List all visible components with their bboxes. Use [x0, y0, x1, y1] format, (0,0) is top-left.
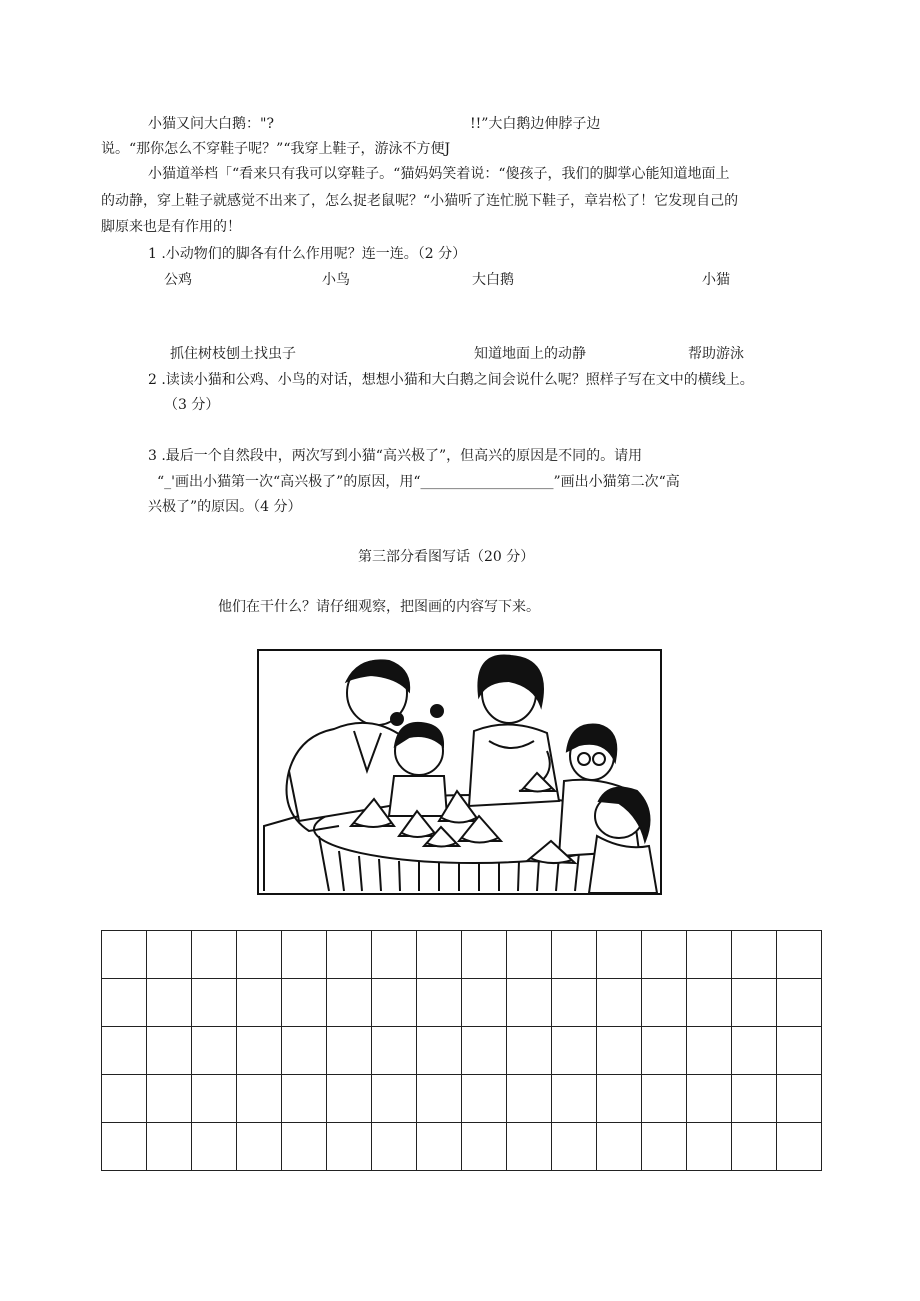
- writing-cell[interactable]: [462, 1123, 507, 1171]
- writing-cell[interactable]: [372, 1027, 417, 1075]
- writing-cell[interactable]: [102, 1123, 147, 1171]
- writing-cell[interactable]: [687, 979, 732, 1027]
- writing-cell[interactable]: [192, 1075, 237, 1123]
- writing-cell[interactable]: [237, 979, 282, 1027]
- question-3-line-1: 3 .最后一个自然段中，两次写到小猫“高兴极了”，但高兴的原因是不同的。请用: [148, 448, 643, 464]
- animal-rooster[interactable]: 公鸡: [164, 272, 192, 288]
- writing-cell[interactable]: [417, 1075, 462, 1123]
- writing-cell[interactable]: [417, 979, 462, 1027]
- writing-cell[interactable]: [282, 1027, 327, 1075]
- writing-cell[interactable]: [102, 1027, 147, 1075]
- writing-cell[interactable]: [507, 1027, 552, 1075]
- writing-cell[interactable]: [642, 1027, 687, 1075]
- writing-cell[interactable]: [327, 979, 372, 1027]
- writing-cell[interactable]: [327, 931, 372, 979]
- writing-cell[interactable]: [597, 1075, 642, 1123]
- writing-cell[interactable]: [642, 1123, 687, 1171]
- writing-cell[interactable]: [237, 1075, 282, 1123]
- writing-cell[interactable]: [372, 931, 417, 979]
- writing-cell[interactable]: [192, 979, 237, 1027]
- writing-cell[interactable]: [462, 979, 507, 1027]
- writing-cell[interactable]: [462, 1075, 507, 1123]
- writing-cell[interactable]: [552, 979, 597, 1027]
- part-3-title: 第三部分看图写话（20 分）: [358, 549, 535, 565]
- writing-cell[interactable]: [417, 1123, 462, 1171]
- writing-cell[interactable]: [777, 1027, 822, 1075]
- writing-cell[interactable]: [147, 1027, 192, 1075]
- story-line-1b: !!”大白鹅边伸脖子边: [470, 116, 601, 132]
- writing-cell[interactable]: [732, 1075, 777, 1123]
- writing-cell[interactable]: [552, 1075, 597, 1123]
- animal-cat[interactable]: 小猫: [702, 272, 730, 288]
- writing-cell[interactable]: [642, 1075, 687, 1123]
- writing-cell[interactable]: [282, 1123, 327, 1171]
- question-2-line-1: 2 .读读小猫和公鸡、小鸟的对话，想想小猫和大白鹅之间会说什么呢？照样子写在文中的横线上。: [148, 372, 754, 388]
- writing-cell[interactable]: [507, 1123, 552, 1171]
- writing-cell[interactable]: [507, 931, 552, 979]
- use-grab-branch[interactable]: 抓住树枝刨土找虫子: [170, 346, 296, 362]
- use-sense-ground[interactable]: 知道地面上的动静: [474, 346, 586, 362]
- question-3-line-3: 兴极了”的原因。（4 分）: [148, 499, 302, 515]
- writing-grid[interactable]: [101, 930, 822, 1171]
- writing-cell[interactable]: [552, 1027, 597, 1075]
- writing-cell[interactable]: [642, 979, 687, 1027]
- family-watermelon-picture: [257, 649, 662, 895]
- writing-cell[interactable]: [507, 1075, 552, 1123]
- writing-cell[interactable]: [282, 931, 327, 979]
- story-line-1a: 小猫又问大白鹅："?: [148, 116, 274, 132]
- story-line-3: 小猫道举档「“看来只有我可以穿鞋子。“猫妈妈笑着说：“傻孩子，我们的脚掌心能知道地面上: [148, 166, 730, 182]
- writing-cell[interactable]: [102, 1075, 147, 1123]
- writing-cell[interactable]: [777, 1123, 822, 1171]
- story-line-4: 的动静，穿上鞋子就感觉不出来了，怎么捉老鼠呢？“小猫听了连忙脱下鞋子，章岩松了！它发现自己的: [101, 193, 739, 209]
- writing-cell[interactable]: [597, 931, 642, 979]
- writing-cell[interactable]: [777, 1075, 822, 1123]
- writing-cell[interactable]: [192, 1123, 237, 1171]
- writing-cell[interactable]: [147, 1123, 192, 1171]
- writing-cell[interactable]: [372, 1123, 417, 1171]
- writing-cell[interactable]: [687, 1027, 732, 1075]
- writing-cell[interactable]: [282, 1075, 327, 1123]
- writing-cell[interactable]: [597, 1123, 642, 1171]
- writing-cell[interactable]: [237, 1027, 282, 1075]
- writing-cell[interactable]: [507, 979, 552, 1027]
- writing-cell[interactable]: [732, 979, 777, 1027]
- writing-cell[interactable]: [552, 1123, 597, 1171]
- writing-cell[interactable]: [237, 931, 282, 979]
- writing-cell[interactable]: [417, 931, 462, 979]
- writing-cell[interactable]: [732, 1027, 777, 1075]
- writing-cell[interactable]: [687, 1123, 732, 1171]
- writing-cell[interactable]: [777, 931, 822, 979]
- writing-cell[interactable]: [147, 931, 192, 979]
- writing-cell[interactable]: [687, 931, 732, 979]
- family-watermelon-illustration: [259, 651, 660, 893]
- writing-cell[interactable]: [102, 931, 147, 979]
- writing-cell[interactable]: [462, 1027, 507, 1075]
- writing-cell[interactable]: [372, 1075, 417, 1123]
- part-3-instruction: 他们在干什么？请仔细观察，把图画的内容写下来。: [218, 599, 540, 615]
- writing-cell[interactable]: [282, 979, 327, 1027]
- writing-cell[interactable]: [552, 931, 597, 979]
- writing-cell[interactable]: [777, 979, 822, 1027]
- question-2-line-2: （3 分）: [164, 397, 220, 413]
- writing-cell[interactable]: [732, 931, 777, 979]
- story-line-2: 说。“那你怎么不穿鞋子呢？”“我穿上鞋子，游泳不方便J: [101, 141, 451, 157]
- writing-cell[interactable]: [642, 931, 687, 979]
- writing-cell[interactable]: [237, 1123, 282, 1171]
- writing-cell[interactable]: [597, 979, 642, 1027]
- animal-goose[interactable]: 大白鹅: [472, 272, 514, 288]
- writing-cell[interactable]: [417, 1027, 462, 1075]
- writing-cell[interactable]: [327, 1027, 372, 1075]
- use-swim[interactable]: 帮助游泳: [688, 346, 744, 362]
- writing-cell[interactable]: [462, 931, 507, 979]
- writing-cell[interactable]: [732, 1123, 777, 1171]
- story-line-5: 脚原来也是有作用的！: [101, 219, 241, 235]
- writing-cell[interactable]: [192, 1027, 237, 1075]
- writing-cell[interactable]: [687, 1075, 732, 1123]
- question-1-prompt: 1 .小动物们的脚各有什么作用呢？连一连。（2 分）: [148, 246, 467, 262]
- writing-cell[interactable]: [192, 931, 237, 979]
- animal-bird[interactable]: 小鸟: [322, 272, 350, 288]
- writing-cell[interactable]: [147, 1075, 192, 1123]
- writing-cell[interactable]: [372, 979, 417, 1027]
- writing-cell[interactable]: [147, 979, 192, 1027]
- writing-cell[interactable]: [102, 979, 147, 1027]
- writing-cell[interactable]: [327, 1075, 372, 1123]
- writing-cell[interactable]: [327, 1123, 372, 1171]
- question-3-line-2: “_'画出小猫第一次“高兴极了”的原因，用“___________________”画出小猫第二次“高: [157, 474, 680, 490]
- writing-cell[interactable]: [597, 1027, 642, 1075]
